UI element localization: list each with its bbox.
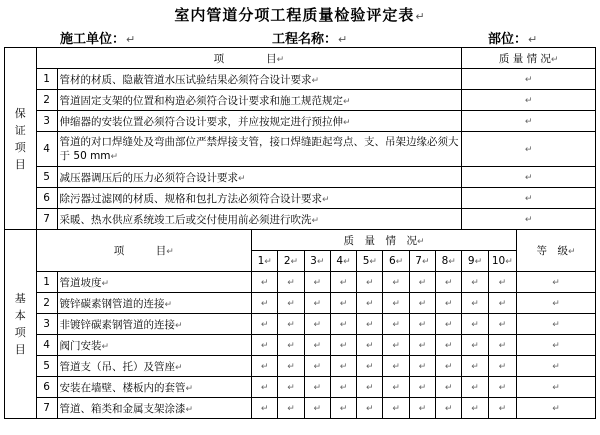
check-point-cell[interactable]: ↵ [252,356,278,377]
check-point-cell[interactable]: ↵ [436,377,462,398]
guarantee-row [5,69,596,90]
basic-row [5,377,596,398]
check-point-cell[interactable]: ↵ [357,272,383,293]
check-point-cell[interactable]: ↵ [436,314,462,335]
check-point-cell[interactable]: ↵ [383,335,409,356]
check-point-cell[interactable]: ↵ [357,293,383,314]
basic-header-row-1 [5,230,596,251]
check-point-cell[interactable]: ↵ [252,398,278,419]
guarantee-quality-cell[interactable]: ↵ [462,90,596,111]
check-point-cell[interactable]: ↵ [252,377,278,398]
check-point-cell[interactable]: ↵ [436,293,462,314]
row-number: 2 [36,90,57,111]
basic-row [5,272,596,293]
basic-item-text: 管道、箱类和金属支架涂漆↵ [57,398,252,419]
guarantee-row [5,132,596,167]
guarantee-row [5,111,596,132]
check-point-cell[interactable]: ↵ [462,356,488,377]
check-point-cell[interactable]: ↵ [330,398,356,419]
basic-item-text: 阀门安装↵ [57,335,252,356]
grade-cell[interactable]: ↵ [517,377,596,398]
check-point-cell[interactable]: ↵ [252,335,278,356]
check-point-cell[interactable]: ↵ [357,398,383,419]
guarantee-item-text: 伸缩器的安装位置必须符合设计要求，并应按规定进行预拉伸↵ [57,111,462,132]
check-point-cell[interactable]: ↵ [383,398,409,419]
check-point-cell[interactable]: ↵ [278,398,304,419]
guarantee-row [5,90,596,111]
check-point-cell[interactable]: ↵ [409,314,435,335]
row-number: 7 [36,398,57,419]
basic-item-text: 安装在墙壁、楼板内的套管↵ [57,377,252,398]
grade-cell[interactable]: ↵ [517,272,596,293]
check-point-cell[interactable]: ↵ [436,335,462,356]
form-title [0,4,600,25]
guarantee-item-header: 项 目↵ [36,48,462,69]
check-point-cell[interactable]: ↵ [330,293,356,314]
check-point-cell[interactable]: ↵ [436,398,462,419]
check-point-cell[interactable]: ↵ [330,335,356,356]
row-number: 6 [36,188,57,209]
check-point-number: 10↵ [488,251,516,272]
check-point-cell[interactable]: ↵ [488,377,516,398]
check-point-cell[interactable]: ↵ [462,398,488,419]
check-point-cell[interactable]: ↵ [436,272,462,293]
check-point-cell[interactable]: ↵ [304,293,330,314]
row-number: 1 [36,69,57,90]
check-point-cell[interactable]: ↵ [252,293,278,314]
check-point-cell[interactable]: ↵ [278,293,304,314]
check-point-cell[interactable]: ↵ [304,314,330,335]
guarantee-quality-cell[interactable]: ↵ [462,209,596,230]
check-point-cell[interactable]: ↵ [409,398,435,419]
grade-cell[interactable]: ↵ [517,335,596,356]
guarantee-item-text: 管材的材质、隐蔽管道水压试验结果必须符合设计要求↵ [57,69,462,90]
basic-row [5,314,596,335]
row-number: 5 [36,167,57,188]
guarantee-quality-cell[interactable]: ↵ [462,132,596,167]
basic-item-text: 管道支（吊、托）及管座↵ [57,356,252,377]
guarantee-quality-header: 质 量 情 况↵ [462,48,596,69]
grade-cell[interactable]: ↵ [517,356,596,377]
check-point-cell[interactable]: ↵ [304,377,330,398]
grade-cell[interactable]: ↵ [517,293,596,314]
check-point-cell[interactable]: ↵ [304,272,330,293]
check-point-cell[interactable]: ↵ [488,293,516,314]
check-point-number: 1↵ [252,251,278,272]
check-point-number: 2↵ [278,251,304,272]
basic-item-text: 镀锌碳素钢管道的连接↵ [57,293,252,314]
check-point-cell[interactable]: ↵ [330,272,356,293]
check-point-cell[interactable]: ↵ [383,377,409,398]
check-point-number: 4↵ [330,251,356,272]
location-label: 部位：↵ [488,32,538,47]
check-point-cell[interactable]: ↵ [409,335,435,356]
guarantee-item-text: 减压器调压后的压力必须符合设计要求↵ [57,167,462,188]
check-point-cell[interactable]: ↵ [488,356,516,377]
row-number: 5 [36,356,57,377]
basic-grade-header: 等 级↵ [517,230,596,272]
check-point-cell[interactable]: ↵ [488,335,516,356]
check-point-cell[interactable]: ↵ [383,293,409,314]
basic-quality-header: 质 量 情 况↵ [252,230,517,251]
guarantee-quality-cell[interactable]: ↵ [462,167,596,188]
row-number: 1 [36,272,57,293]
row-number: 3 [36,314,57,335]
check-point-cell[interactable]: ↵ [252,272,278,293]
guarantee-section-label: 保 证 项 目 [5,48,37,230]
basic-section-label: 基 本 项 目 [5,230,37,419]
check-point-cell[interactable]: ↵ [462,272,488,293]
check-point-number: 7↵ [409,251,435,272]
basic-item-text: 非镀锌碳素钢管道的连接↵ [57,314,252,335]
check-point-cell[interactable]: ↵ [357,356,383,377]
guarantee-quality-cell[interactable]: ↵ [462,188,596,209]
basic-row [5,356,596,377]
guarantee-item-text: 采暖、热水供应系统竣工后或交付使用前必须进行吹洗↵ [57,209,462,230]
row-number: 4 [36,335,57,356]
basic-row [5,398,596,419]
guarantee-row [5,167,596,188]
check-point-number: 6↵ [383,251,409,272]
check-point-cell[interactable]: ↵ [409,293,435,314]
row-number: 3 [36,111,57,132]
basic-item-text: 管道坡度↵ [57,272,252,293]
guarantee-quality-cell[interactable]: ↵ [462,111,596,132]
guarantee-item-text: 管道的对口焊缝处及弯曲部位严禁焊接支管，接口焊缝距起弯点、支、吊架边缘必须大于 50 mm↵ [57,132,462,167]
construction-unit-label: 施工单位：↵ [60,32,136,47]
check-point-cell[interactable]: ↵ [409,356,435,377]
check-point-cell[interactable]: ↵ [383,272,409,293]
check-point-cell[interactable]: ↵ [436,356,462,377]
check-point-number: 8↵ [436,251,462,272]
check-point-cell[interactable]: ↵ [488,314,516,335]
check-point-cell[interactable]: ↵ [304,398,330,419]
check-point-cell[interactable]: ↵ [330,377,356,398]
check-point-number: 5↵ [357,251,383,272]
check-point-cell[interactable]: ↵ [462,314,488,335]
check-point-cell[interactable]: ↵ [304,356,330,377]
check-point-number: 9↵ [462,251,488,272]
form-title-text: 室内管道分项工程质量检验评定表 [174,6,415,24]
check-point-cell[interactable]: ↵ [304,335,330,356]
basic-item-header: 项 目↵ [36,230,252,272]
basic-row [5,335,596,356]
row-number: 6 [36,377,57,398]
check-point-cell[interactable]: ↵ [409,377,435,398]
check-point-cell[interactable]: ↵ [488,272,516,293]
grade-cell[interactable]: ↵ [517,314,596,335]
check-point-cell[interactable]: ↵ [357,335,383,356]
check-point-cell[interactable]: ↵ [383,314,409,335]
check-point-cell[interactable]: ↵ [278,377,304,398]
check-point-cell[interactable]: ↵ [357,377,383,398]
check-point-cell[interactable]: ↵ [357,314,383,335]
check-point-cell[interactable]: ↵ [462,335,488,356]
quality-inspection-table [4,47,596,419]
guarantee-row [5,209,596,230]
check-point-cell[interactable]: ↵ [278,314,304,335]
row-number: 4 [36,132,57,167]
check-point-cell[interactable]: ↵ [330,314,356,335]
check-point-cell[interactable]: ↵ [488,398,516,419]
check-point-cell[interactable]: ↵ [278,335,304,356]
guarantee-item-text: 除污器过滤网的材质、规格和包扎方法必须符合设计要求↵ [57,188,462,209]
row-number: 7 [36,209,57,230]
check-point-number: 3↵ [304,251,330,272]
guarantee-row [5,188,596,209]
check-point-cell[interactable]: ↵ [252,314,278,335]
project-name-label: 工程名称：↵ [272,32,348,47]
check-point-cell[interactable]: ↵ [278,356,304,377]
grade-cell[interactable]: ↵ [517,398,596,419]
check-point-cell[interactable]: ↵ [278,272,304,293]
basic-row [5,293,596,314]
check-point-cell[interactable]: ↵ [409,272,435,293]
paragraph-mark: ↵ [415,10,426,23]
check-point-cell[interactable]: ↵ [383,356,409,377]
guarantee-quality-cell[interactable]: ↵ [462,69,596,90]
guarantee-item-text: 管道固定支架的位置和构造必须符合设计要求和施工规范规定↵ [57,90,462,111]
check-point-cell[interactable]: ↵ [462,377,488,398]
guarantee-header-row [5,48,596,69]
row-number: 2 [36,293,57,314]
check-point-cell[interactable]: ↵ [462,293,488,314]
check-point-cell[interactable]: ↵ [330,356,356,377]
